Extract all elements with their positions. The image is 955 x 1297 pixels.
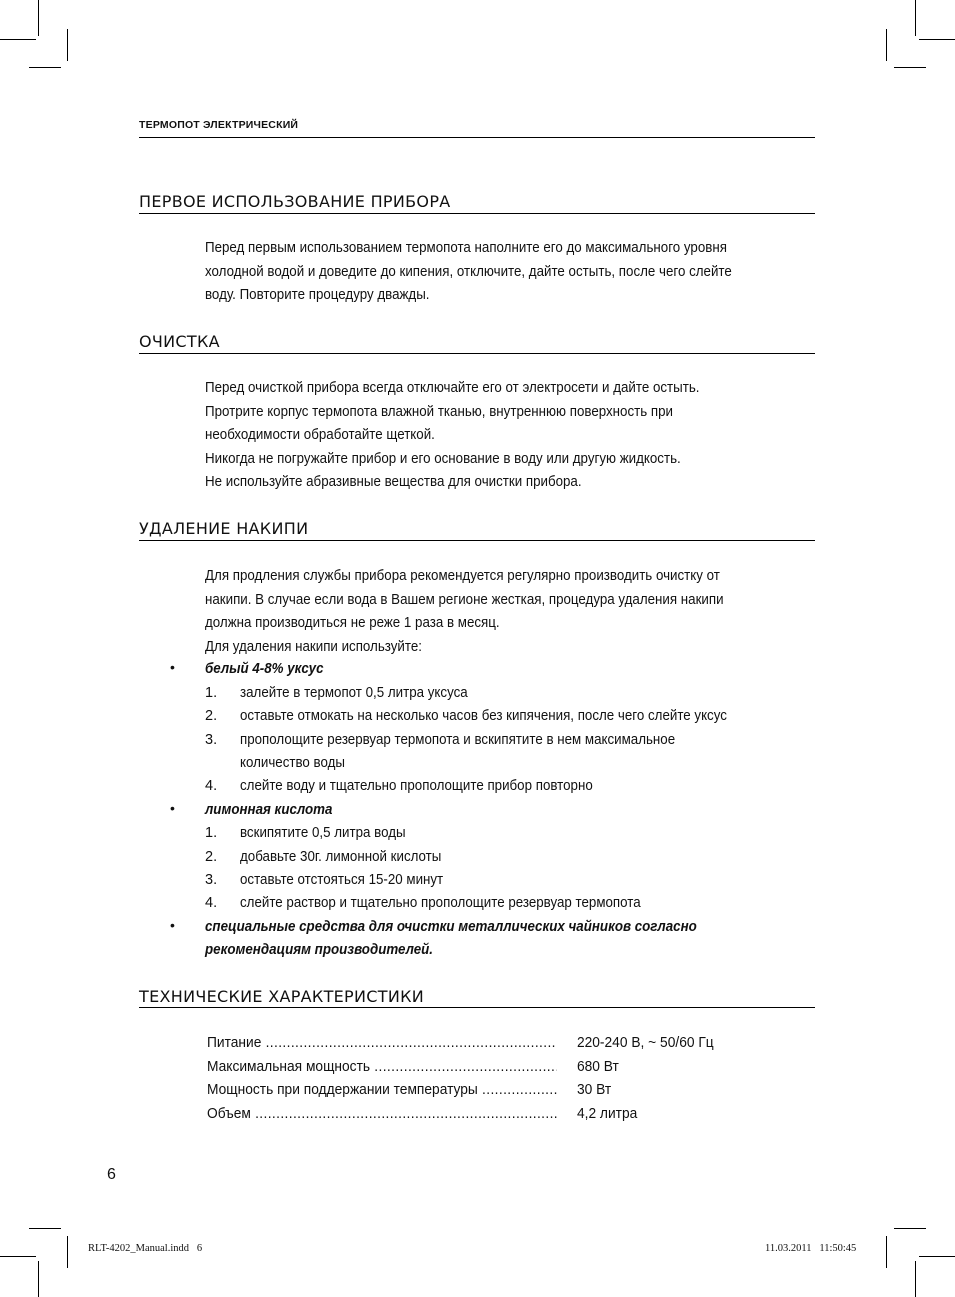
- step-number: 3.: [205, 872, 218, 888]
- paragraph-line: Перед первым использованием термопота наполните его до максимального уровня: [205, 240, 727, 256]
- bullet-dot: •: [170, 659, 175, 675]
- paragraph-line: должна производиться не реже 1 раза в месяц.: [205, 615, 500, 631]
- crop-mark: [915, 0, 916, 36]
- paragraph-line: накипи. В случае если вода в Вашем регионе жесткая, процедура удаления накипи: [205, 591, 724, 608]
- step-text: вскипятите 0,5 литра воды: [240, 825, 406, 841]
- crop-mark: [915, 1261, 916, 1297]
- step-text: оставьте отстояться 15-20 минут: [240, 872, 444, 888]
- paragraph-line: необходимости обработайте щеткой.: [205, 427, 435, 443]
- crop-mark: [919, 39, 955, 40]
- step-text: прополощите резервуар термопота и вскипятите в нем максимальное: [240, 732, 676, 748]
- crop-mark: [0, 1256, 36, 1257]
- crop-mark: [67, 1236, 68, 1268]
- crop-mark: [29, 1228, 61, 1229]
- crop-mark: [886, 1236, 887, 1268]
- spec-row-max-power: [207, 1055, 767, 1079]
- paragraph-line: Для продления службы прибора рекомендуется регулярно производить очистку от: [205, 568, 720, 584]
- paragraph-line: Для удаления накипи используйте:: [205, 638, 422, 655]
- step-text: добавьте 30г. лимонной кислоты: [240, 849, 442, 865]
- spec-row-keep-warm-power: [207, 1078, 767, 1102]
- crop-mark: [0, 39, 36, 40]
- section-title-first-use: ПЕРВОЕ ИСПОЛЬЗОВАНИЕ ПРИБОРА: [139, 192, 451, 211]
- step-text: залейте в термопот 0,5 литра уксуса: [240, 685, 468, 701]
- method-vinegar: белый 4-8% уксус: [205, 661, 324, 677]
- step-text: слейте раствор и тщательно прополощите резервуар термопота: [240, 895, 641, 911]
- section-rule: [139, 353, 815, 354]
- first-use-paragraph: [205, 237, 818, 308]
- spec-label: Максимальная мощность .....: [207, 1055, 557, 1079]
- step-number: 4.: [205, 895, 218, 911]
- crop-mark: [38, 1261, 39, 1297]
- paragraph-line: Никогда не погружайте прибор и его основание в воду или другую жидкость.: [205, 450, 681, 467]
- slug-filename: RLT-4202_Manual.indd 6: [88, 1243, 203, 1254]
- section-title-cleaning: ОЧИСТКА: [139, 332, 220, 351]
- method-citric-acid: лимонная кислота: [205, 802, 333, 818]
- spec-value: 4,2 литра: [576, 1102, 637, 1126]
- paragraph-line: Перед очисткой прибора всегда отключайте его от электросети и дайте остыть.: [205, 380, 700, 396]
- bullet-dot: •: [170, 800, 175, 816]
- step-text: оставьте отмокать на несколько часов без кипячения, после чего слейте уксус: [240, 708, 727, 724]
- crop-mark: [886, 29, 887, 61]
- step-text: слейте воду и тщательно прополощите прибор повторно: [240, 778, 593, 794]
- crop-mark: [919, 1256, 955, 1257]
- slug-timestamp: 11.03.2011 11:50:45: [765, 1243, 857, 1254]
- method-special-products: специальные средства для очистки металлических чайников согласно: [205, 919, 697, 935]
- section-title-specs: ТЕХНИЧЕСКИЕ ХАРАКТЕРИСТИКИ: [139, 987, 425, 1006]
- step-number: 3.: [205, 732, 218, 748]
- step-text: количество воды: [240, 755, 345, 771]
- descaling-intro: [205, 565, 818, 659]
- crop-mark: [29, 67, 61, 68]
- crop-mark: [894, 67, 926, 68]
- section-title-descaling: УДАЛЕНИЕ НАКИПИ: [139, 519, 309, 538]
- running-header: ТЕРМОПОТ ЭЛЕКТРИЧЕСКИЙ: [139, 119, 299, 131]
- crop-mark: [38, 0, 39, 36]
- step-number: 2.: [205, 849, 218, 865]
- spec-value: 220-240 В, ~ 50/60 Гц: [576, 1031, 714, 1055]
- paragraph-line: Протрите корпус термопота влажной тканью, внутреннюю поверхность при: [205, 403, 673, 420]
- spec-row-power-supply: [207, 1031, 767, 1055]
- spec-row-volume: [207, 1102, 767, 1126]
- paragraph-line: Не используйте абразивные вещества для очистки прибора.: [205, 474, 582, 490]
- cleaning-paragraph: [205, 377, 818, 495]
- crop-mark: [67, 29, 68, 61]
- spec-value: 30 Вт: [576, 1078, 611, 1102]
- section-rule: [139, 1007, 815, 1008]
- method-special-products: рекомендациям производителей.: [205, 942, 434, 958]
- section-rule: [139, 213, 815, 214]
- step-number: 4.: [205, 778, 218, 794]
- step-number: 2.: [205, 708, 218, 724]
- section-rule: [139, 540, 815, 541]
- crop-mark: [894, 1228, 926, 1229]
- spec-value: 680 Вт: [576, 1055, 619, 1079]
- spec-label: Питание .....: [207, 1031, 557, 1055]
- spec-label: Объем .....: [207, 1102, 557, 1126]
- paragraph-line: воду. Повторите процедуру дважды.: [205, 287, 430, 303]
- page-number: 6: [107, 1166, 116, 1183]
- spec-label: Мощность при поддержании температуры .....: [207, 1078, 557, 1102]
- header-rule: [139, 137, 815, 138]
- step-number: 1.: [205, 825, 218, 841]
- step-number: 1.: [205, 685, 218, 701]
- paragraph-line: холодной водой и доведите до кипения, отключите, дайте остыть, после чего слейте: [205, 263, 732, 280]
- bullet-dot: •: [170, 917, 175, 933]
